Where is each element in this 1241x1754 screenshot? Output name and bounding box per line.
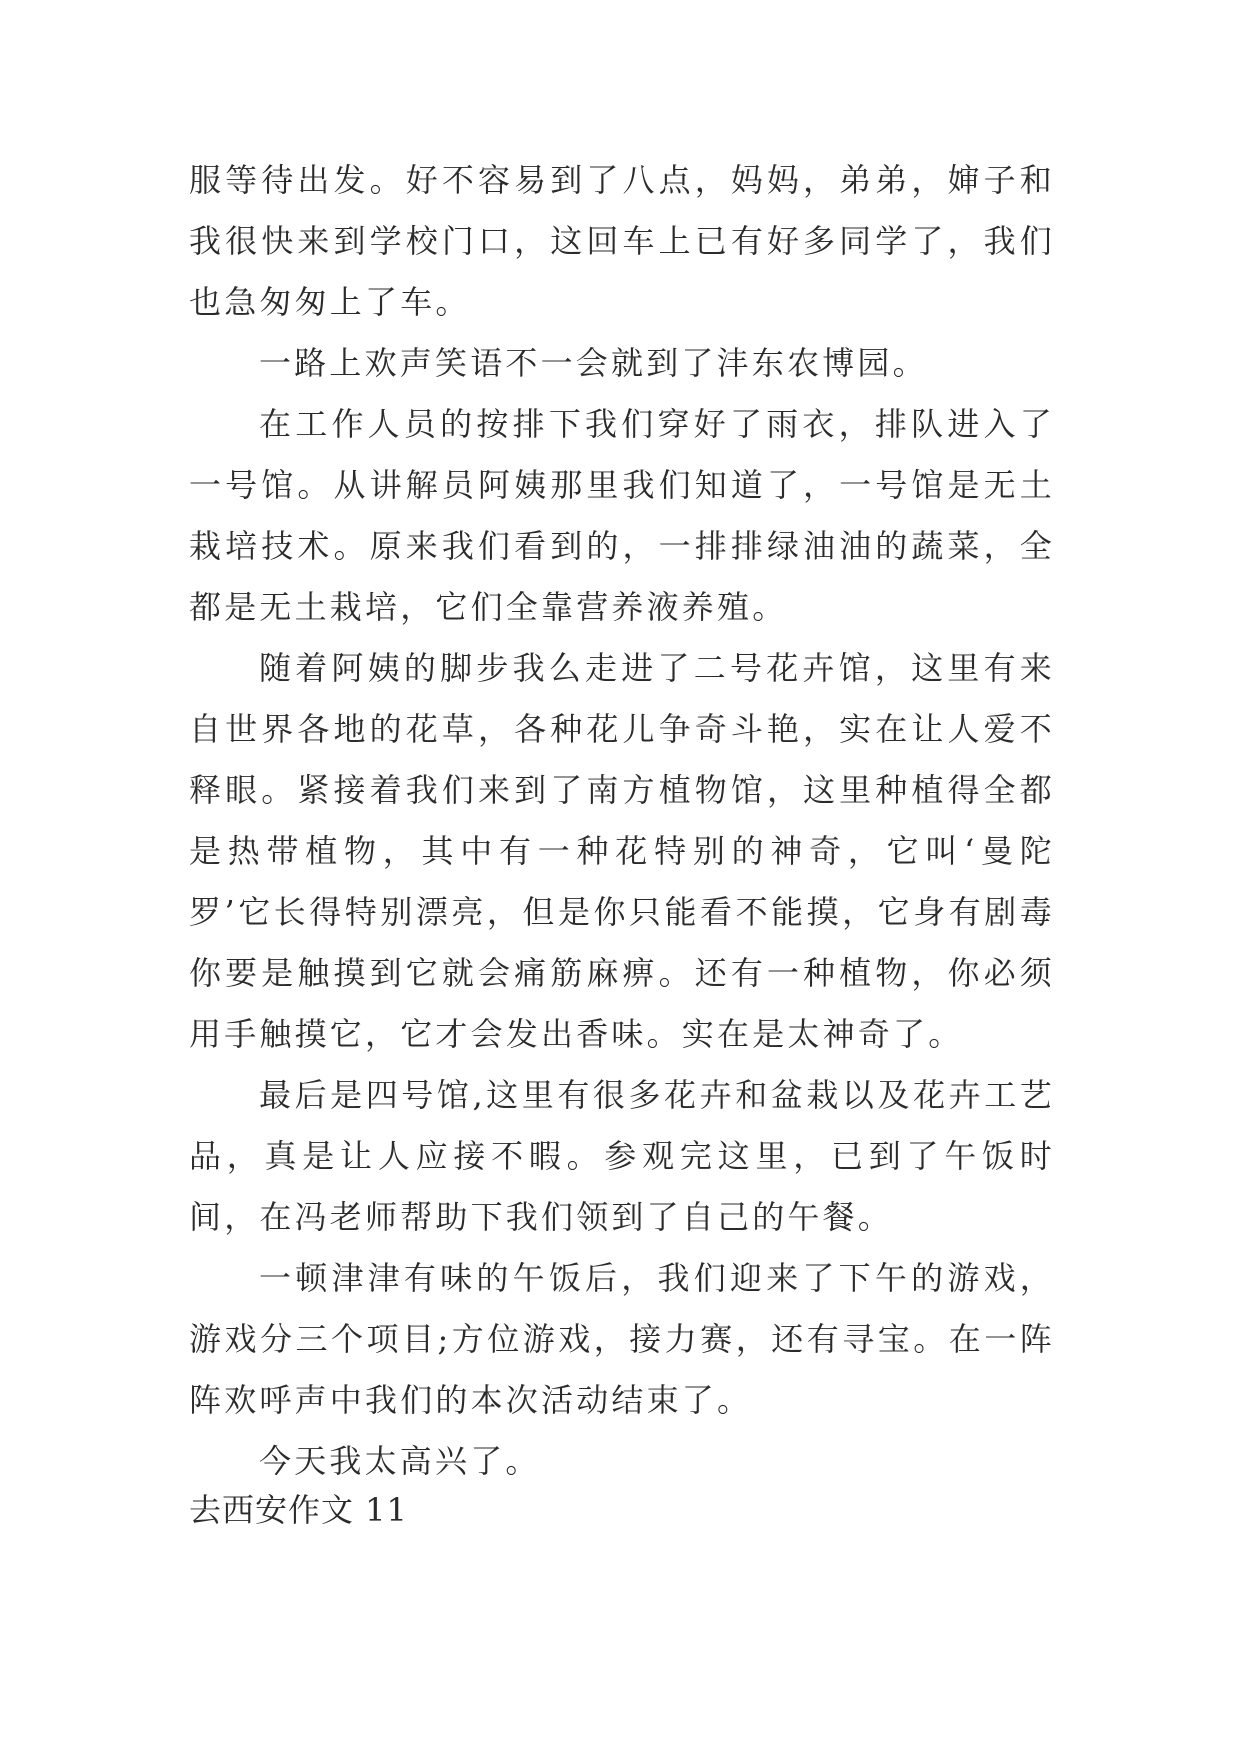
- paragraph: 在工作人员的按排下我们穿好了雨衣，排队进入了一号馆。从讲解员阿姨那里我们知道了，一号馆是无土栽培技术。原来我们看到的，一排排绿油油的蔬菜，全都是无土栽培，它们全靠营养液养殖。: [189, 405, 1055, 626]
- section-title: 去西安作文 11: [189, 1491, 408, 1529]
- paragraph-continuation: 服等待出发。好不容易到了八点，妈妈，弟弟，婶子和我很快来到学校门口，这回车上已有好多同学了，我们也急匆匆上了车。: [189, 161, 1055, 321]
- paragraph: 今天我太高兴了。: [259, 1442, 541, 1480]
- paragraph: 一路上欢声笑语不一会就到了沣东农博园。: [259, 344, 928, 382]
- document-body: [189, 150, 1055, 1492]
- paragraph: 随着阿姨的脚步我么走进了二号花卉馆，这里有来自世界各地的花草，各种花儿争奇斗艳，实在让人爱不释眼。紧接着我们来到了南方植物馆，这里种植得全都是热带植物，其中有一种花特别的神奇，它叫‘曼陀罗’它长得特别漂亮，但是你只能看不能摸，它身有剧毒你要是触摸到它就会痛筋麻痹。还有一种植物，你必须用手触摸它，它才会发出香味。实在是太神奇了。: [189, 649, 1055, 1053]
- paragraph: 最后是四号馆,这里有很多花卉和盆栽以及花卉工艺品，真是让人应接不暇。参观完这里，已到了午饭时间，在冯老师帮助下我们领到了自己的午餐。: [189, 1076, 1055, 1236]
- paragraph: 一顿津津有味的午饭后，我们迎来了下午的游戏，游戏分三个项目;方位游戏，接力赛，还有寻宝。在一阵阵欢呼声中我们的本次活动结束了。: [189, 1259, 1055, 1419]
